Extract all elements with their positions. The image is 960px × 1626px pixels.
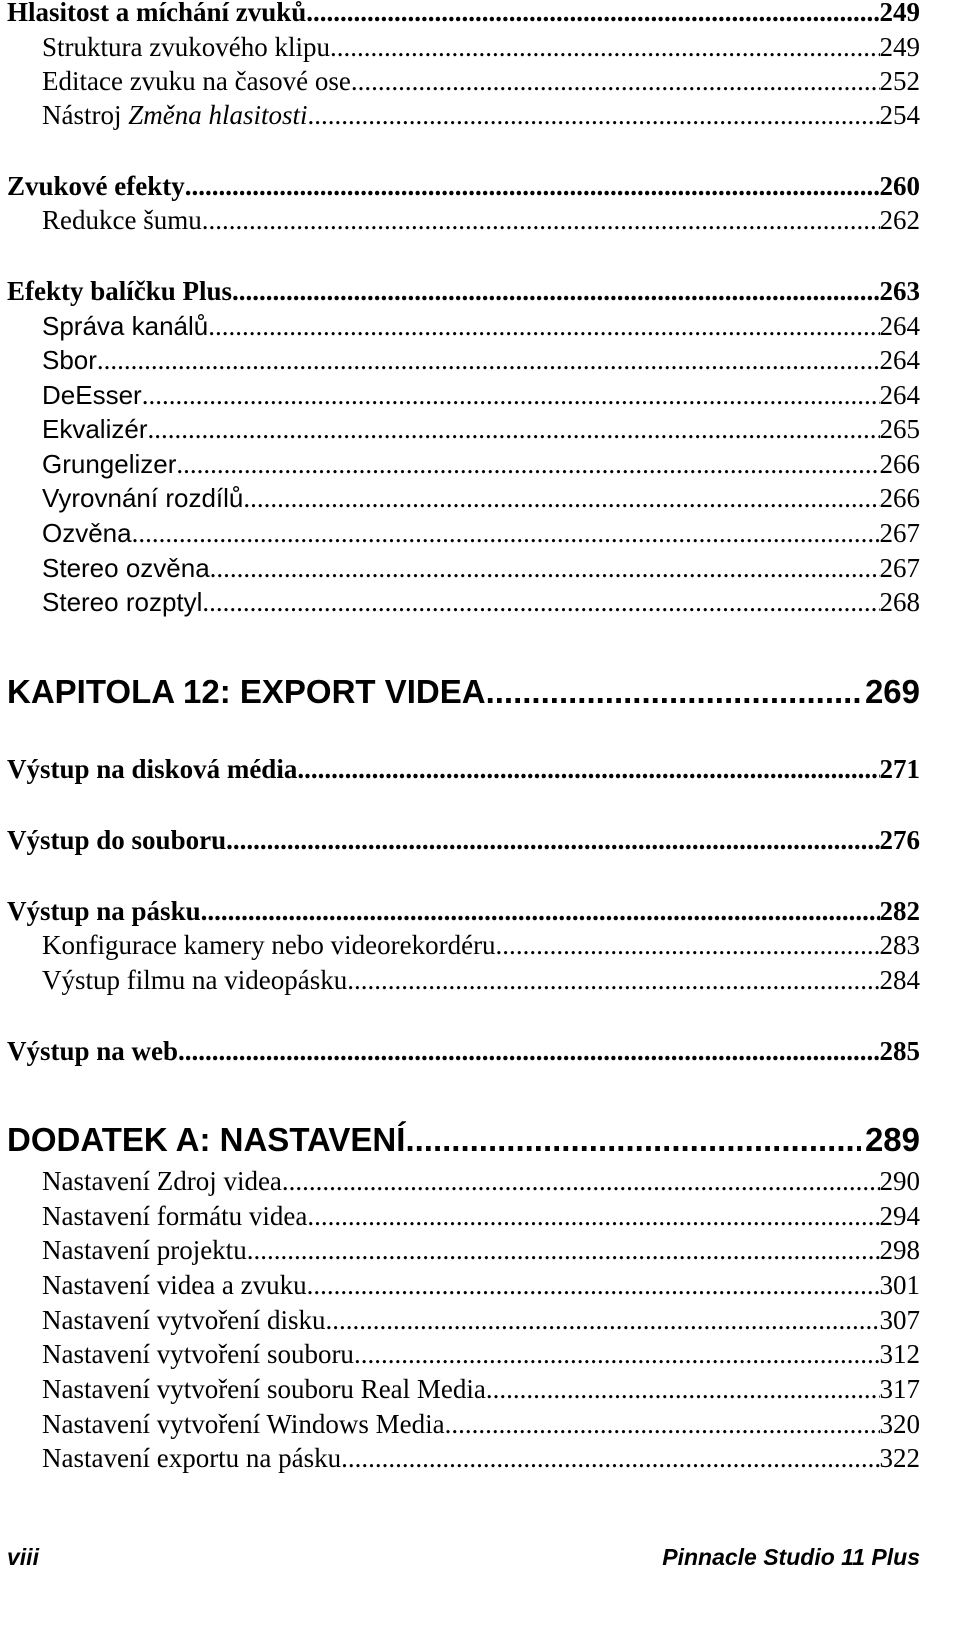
toc-entry-page: 263 [879, 276, 920, 306]
toc-entry-page: 284 [879, 965, 920, 995]
toc-entry-label: DeEsser [42, 380, 142, 410]
toc-entry-label: Nástroj Změna hlasitosti [42, 100, 308, 130]
toc-section-entry [7, 0, 920, 28]
toc-subsection-entry [7, 345, 920, 376]
toc-section-entry [7, 754, 920, 785]
toc-entry-page: 317 [879, 1374, 920, 1404]
toc-entry-label: Nastavení Zdroj videa [42, 1166, 282, 1196]
toc-entry-label: Výstup do souboru [7, 825, 227, 855]
toc-entry-label: Sbor [42, 345, 97, 375]
toc-entry-label: Výstup na disková média [7, 754, 298, 784]
toc-entry-page: 298 [879, 1235, 920, 1265]
toc-entry-page: 264 [879, 311, 920, 341]
toc-entry-page: 266 [879, 449, 920, 479]
toc-subsection-entry [7, 1374, 920, 1405]
toc-subsection-entry [7, 100, 920, 131]
toc-entry-page: 254 [879, 100, 920, 130]
toc-entry-page: 264 [879, 380, 920, 410]
toc-entry-page: 264 [879, 345, 920, 375]
toc-entry-label: Nastavení videa a zvuku [42, 1270, 307, 1300]
toc-entry-label: Konfigurace kamery nebo videorekordéru... [42, 930, 516, 960]
toc-entry-page: 265 [879, 414, 920, 444]
toc-section-entry [7, 896, 920, 927]
toc-entry-page: 271 [879, 754, 920, 784]
toc-entry-label: Nastavení formátu videa [42, 1201, 308, 1231]
toc-entry-page: 269 [864, 673, 920, 710]
toc-subsection-entry [7, 1270, 920, 1301]
toc-subsection-entry [7, 311, 920, 342]
toc-entry-page: 283 [879, 930, 920, 960]
toc-entry-label: Nastavení vytvoření Windows Media [42, 1409, 445, 1439]
toc-entry-page: 266 [879, 483, 920, 513]
toc-entry-label: Stereo rozptyl [42, 587, 203, 617]
toc-entry-label: Výstup filmu na videopásku [42, 965, 348, 995]
toc-entry-label: Efekty balíčku Plus [7, 276, 233, 306]
toc-section-entry [7, 1036, 920, 1067]
toc-entry-label: Nastavení vytvoření souboru Real Media [42, 1374, 486, 1404]
toc-entry-label: Správa kanálů [42, 311, 209, 341]
page-footer [7, 1544, 920, 1571]
toc-entry-label: Struktura zvukového klipu. [42, 32, 337, 62]
toc-subsection-entry [7, 965, 920, 996]
toc-entry-label: Zvukové efekty [7, 171, 185, 201]
toc-chapter-entry [7, 673, 920, 711]
toc-entry-page: 322 [879, 1443, 920, 1473]
toc-subsection-entry [7, 1409, 920, 1440]
footer-book-title: Pinnacle Studio 11 Plus [662, 1544, 920, 1570]
toc-entry-label: Vyrovnání rozdílů [42, 483, 244, 513]
toc-entry-page: 249 [879, 32, 920, 62]
toc-entry-page: 289 [864, 1121, 920, 1158]
toc-entry-page: 301 [879, 1270, 920, 1300]
toc-entry-label: Nastavení projektu [42, 1235, 247, 1265]
toc-entry-page: 267 [879, 553, 920, 583]
toc-entry-page: 268 [879, 587, 920, 617]
toc-entry-page: 282 [879, 896, 920, 926]
toc-entry-page: 249 [879, 0, 920, 27]
toc-entry-label: Editace zvuku na časové ose. [42, 66, 358, 96]
toc-subsection-entry [7, 1339, 920, 1370]
toc-entry-label: Nastavení exportu na pásku [42, 1443, 342, 1473]
toc-entry-page: 320 [879, 1409, 920, 1439]
toc-subsection-entry [7, 483, 920, 514]
toc-subsection-entry [7, 930, 920, 961]
toc-entry-label: KAPITOLA 12: EXPORT VIDEA [7, 673, 486, 710]
toc-entry-page: 267 [879, 518, 920, 548]
toc-entry-label: Grungelizer [42, 449, 177, 479]
toc-section-entry [7, 276, 920, 307]
toc-entry-page: 294 [879, 1201, 920, 1231]
toc-subsection-entry [7, 1235, 920, 1266]
toc-subsection-entry [7, 1166, 920, 1197]
toc-subsection-entry [7, 518, 920, 549]
toc-subsection-entry [7, 1305, 920, 1336]
toc-subsection-entry [7, 66, 920, 97]
toc-entry-page: 276 [879, 825, 920, 855]
toc-subsection-entry [7, 1443, 920, 1474]
toc-entry-label: Nastavení vytvoření souboru [42, 1339, 354, 1369]
toc-entry-label: Výstup na web [7, 1036, 179, 1066]
toc-entry-label: Ekvalizér [42, 414, 148, 444]
toc-subsection-entry [7, 380, 920, 411]
toc-entry-page: 252 [879, 66, 920, 96]
toc-entry-page: 312 [879, 1339, 920, 1369]
toc-entry-label: Ozvěna [42, 518, 132, 548]
toc-entry-label: Stereo ozvěna [42, 553, 210, 583]
toc-entry-page: 285 [879, 1036, 920, 1066]
toc-entry-label: Redukce šumu [42, 205, 202, 235]
toc-subsection-entry [7, 553, 920, 584]
toc-entry-label: Nastavení vytvoření disku [42, 1305, 326, 1335]
toc-section-entry [7, 825, 920, 856]
toc-subsection-entry [7, 205, 920, 236]
toc-subsection-entry [7, 587, 920, 618]
toc-entry-page: 307 [879, 1305, 920, 1335]
toc-entry-page: 262 [879, 205, 920, 235]
toc-entry-page: 260 [879, 171, 920, 201]
toc-subsection-entry [7, 32, 920, 63]
toc-section-entry [7, 171, 920, 202]
toc-entry-page: 290 [879, 1166, 920, 1196]
toc-entry-label: DODATEK A: NASTAVENÍ [7, 1121, 406, 1158]
toc-subsection-entry [7, 449, 920, 480]
footer-page-number: viii [7, 1544, 39, 1570]
toc-chapter-entry [7, 1121, 920, 1159]
toc-entry-label: Výstup na pásku [7, 896, 201, 926]
toc-subsection-entry [7, 414, 920, 445]
toc-subsection-entry [7, 1201, 920, 1232]
toc-entry-label: Hlasitost a míchání zvuků [7, 0, 307, 27]
